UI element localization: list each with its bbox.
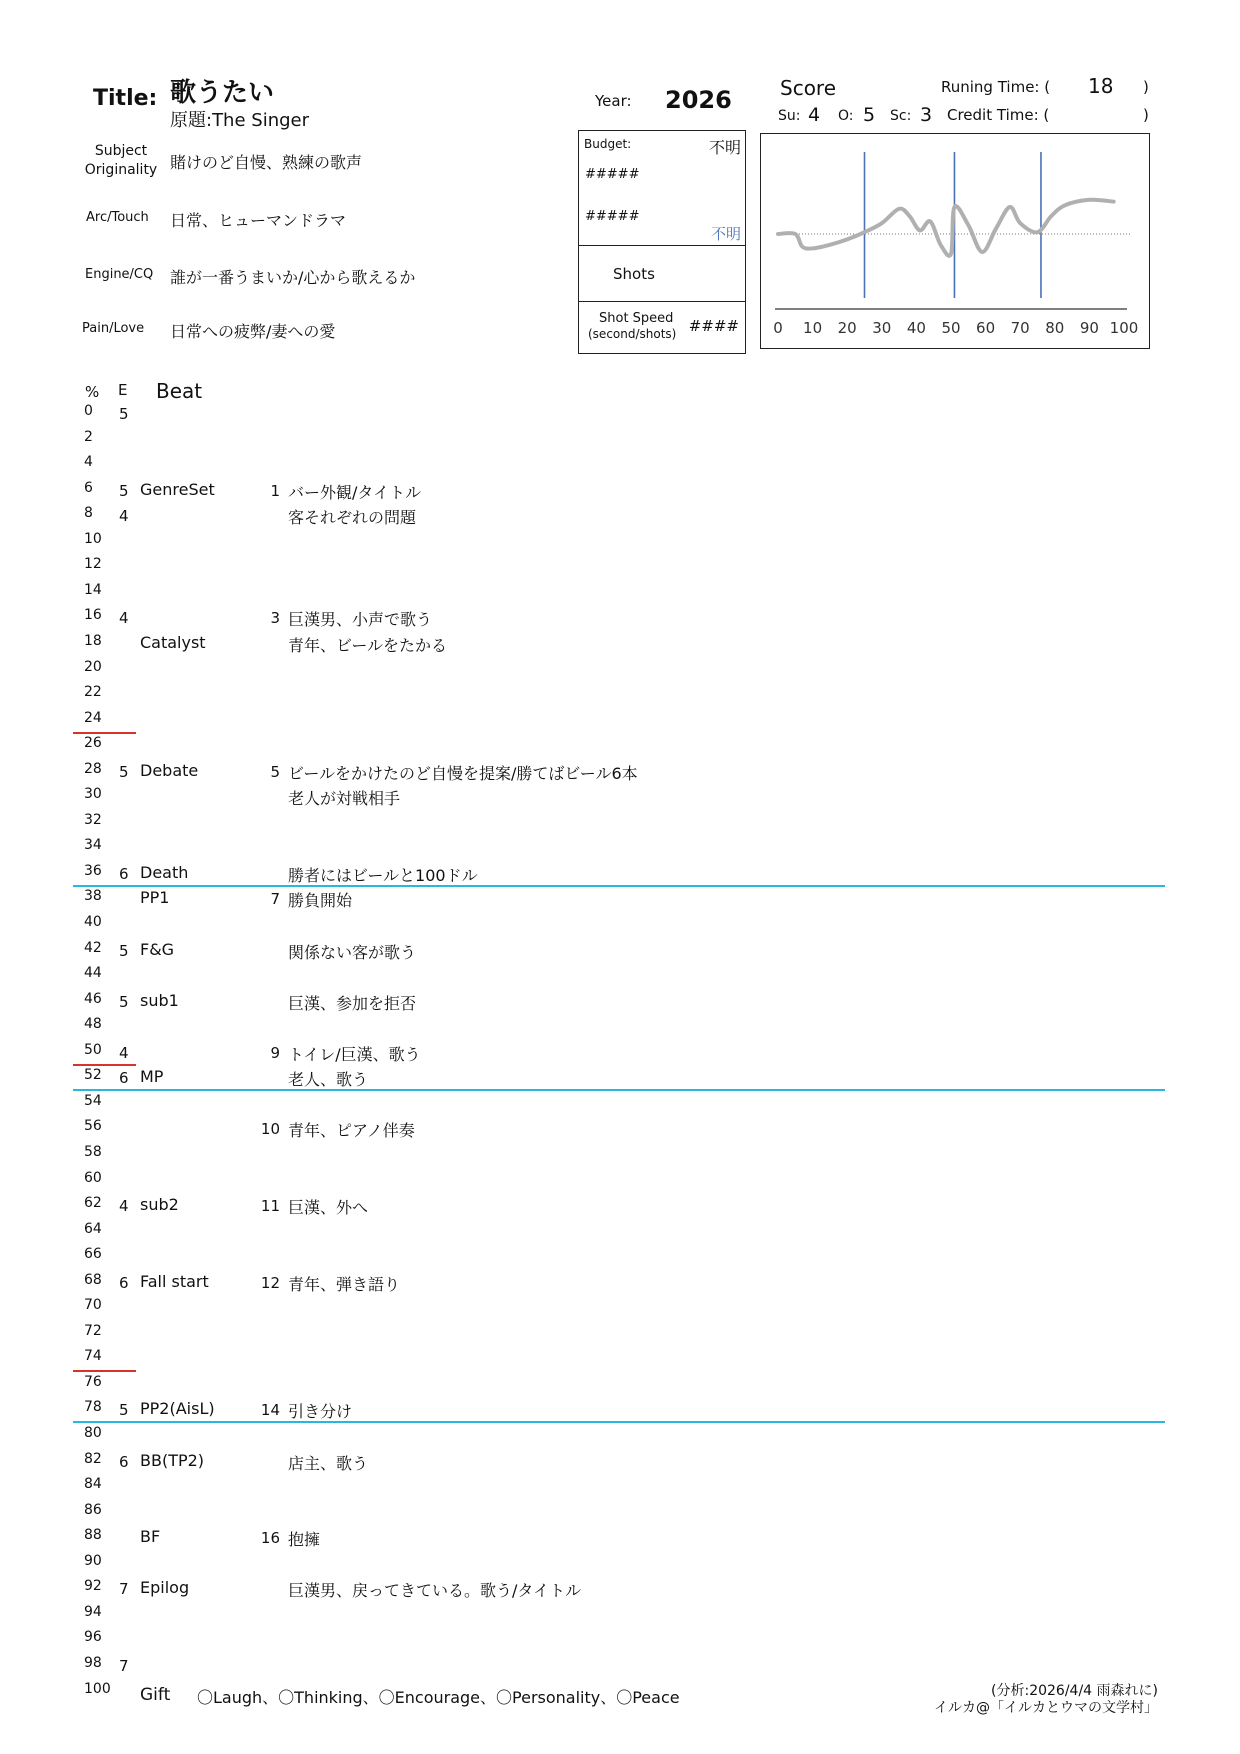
- chart-x-tick-label: 20: [837, 319, 857, 337]
- pct-tick: 34: [84, 837, 102, 854]
- pct-tick: 70: [84, 1297, 102, 1314]
- row-e-value: 4: [119, 507, 129, 526]
- pct-tick: 80: [84, 1425, 102, 1441]
- e-header: E: [118, 381, 128, 399]
- pct-tick: 42: [84, 939, 102, 956]
- row-beat-name: sub2: [140, 1195, 179, 1215]
- footer-credit: イルカ@「イルカとウマの文学村」: [934, 1700, 1158, 1716]
- pct-tick: 6: [84, 479, 93, 496]
- score-chart: [760, 133, 1150, 349]
- row-scene-number: 12: [260, 1273, 280, 1292]
- turning-point-marker: [73, 732, 136, 734]
- pct-tick: 86: [84, 1501, 102, 1518]
- budget-value-bottom: 不明: [710, 225, 741, 243]
- pct-tick: 18: [84, 632, 102, 649]
- act-divider-line: [73, 1089, 1165, 1091]
- pct-header: %: [85, 383, 100, 401]
- subject-label: Subject Originality: [84, 143, 158, 178]
- row-scene-number: 5: [270, 762, 280, 781]
- pct-tick: 8: [84, 505, 93, 522]
- act-divider-line: [73, 1421, 1165, 1423]
- footer-analysis: (分析:2026/4/4 雨森れに): [991, 1683, 1158, 1699]
- arc-value: 日常、ヒューマンドラマ: [170, 211, 347, 230]
- chart-x-tick-label: 30: [872, 319, 892, 337]
- score-label: Score: [780, 76, 837, 100]
- pct-tick: 50: [84, 1041, 102, 1058]
- row-scene-number: 16: [260, 1529, 280, 1548]
- chart-x-tick-label: 80: [1045, 319, 1065, 337]
- chart-x-tick-label: 50: [941, 319, 961, 337]
- pct-tick: 56: [84, 1118, 102, 1135]
- pct-tick: 68: [84, 1271, 102, 1288]
- row-e-value: 4: [119, 1043, 129, 1062]
- pct-tick: 84: [84, 1476, 102, 1493]
- pct-tick: 62: [84, 1195, 102, 1212]
- chart-x-tick-label: 70: [1010, 319, 1030, 337]
- pct-tick: 94: [84, 1603, 102, 1620]
- row-beat-name: GenreSet: [140, 479, 215, 499]
- budget-hash-1: #####: [585, 167, 640, 182]
- pct-tick: 48: [84, 1016, 102, 1033]
- pct-tick: 24: [84, 709, 102, 726]
- budget-box: [578, 130, 746, 354]
- chart-x-tick-label: 60: [976, 319, 996, 337]
- row-beat-name: BB(TP2): [140, 1450, 205, 1470]
- pct-tick: 12: [84, 556, 102, 573]
- row-description: トイレ/巨漢、歌う: [288, 1044, 421, 1064]
- row-e-value: 6: [119, 1273, 129, 1292]
- pct-tick: 66: [84, 1246, 102, 1263]
- arc-label: Arc/Touch: [86, 210, 149, 225]
- turning-point-marker: [73, 1064, 136, 1066]
- row-beat-name: BF: [140, 1527, 161, 1547]
- pct-tick: 26: [84, 735, 102, 752]
- row-e-value: 4: [119, 609, 129, 628]
- pct-tick: 88: [84, 1527, 102, 1544]
- pct-tick: 92: [84, 1578, 102, 1595]
- row-e-value: 5: [119, 762, 129, 781]
- pct-tick: 82: [84, 1450, 102, 1467]
- chart-series-line: [778, 200, 1114, 256]
- row-beat-name: Fall start: [140, 1271, 209, 1291]
- running-time-close: ): [1143, 78, 1149, 96]
- score-o-label: O:: [838, 108, 854, 124]
- pct-tick: 38: [84, 888, 102, 905]
- chart-x-tick-label: 90: [1079, 319, 1099, 337]
- row-description: 老人、歌う: [288, 1070, 369, 1090]
- pct-tick: 74: [84, 1348, 102, 1365]
- score-su-label: Su:: [778, 108, 801, 124]
- title-label: Title:: [93, 86, 158, 111]
- pct-tick: 58: [84, 1143, 102, 1160]
- score-o-value: 5: [863, 104, 876, 126]
- chart-x-tick-label: 40: [906, 319, 926, 337]
- pct-tick: 54: [84, 1092, 102, 1109]
- pct-tick: 76: [84, 1373, 102, 1390]
- row-e-value: 5: [119, 1401, 129, 1420]
- pain-value: 日常への疲弊/妻への愛: [170, 322, 336, 341]
- row-e-value: 7: [119, 1656, 129, 1675]
- row-beat-name: Debate: [140, 760, 199, 780]
- row-description: 青年、ピアノ伴奏: [288, 1121, 415, 1141]
- credit-time-close: ): [1143, 106, 1149, 124]
- row-beat-name: Death: [140, 862, 189, 882]
- pct-tick: 64: [84, 1220, 102, 1237]
- row-e-value: 5: [119, 481, 129, 500]
- score-sc-value: 3: [920, 104, 933, 126]
- budget-value-top: 不明: [708, 138, 741, 157]
- row-e-value: 6: [119, 1069, 129, 1088]
- row-description: 老人が対戦相手: [288, 789, 401, 809]
- row-scene-number: 1: [270, 481, 280, 500]
- subject-value: 賭けのど自慢、熟練の歌声: [170, 153, 363, 172]
- row-description: 巨漢男、戻ってきている。歌う/タイトル: [288, 1581, 582, 1601]
- row-beat-name: sub1: [140, 990, 179, 1010]
- gift-options: 〇Laugh、〇Thinking、〇Encourage、〇Personality、〇Peace: [197, 1688, 680, 1707]
- row-scene-number: 7: [270, 890, 280, 909]
- pain-label: Pain/Love: [82, 321, 145, 336]
- pct-tick: 0: [84, 403, 93, 419]
- pct-tick: 4: [84, 454, 93, 471]
- budget-hash-2: #####: [585, 209, 640, 224]
- row-description: ビールをかけたのど自慢を提案/勝てばビール6本: [288, 763, 638, 783]
- turning-point-marker: [73, 1370, 136, 1372]
- row-e-value: 6: [119, 864, 129, 883]
- score-sc-label: Sc:: [890, 108, 912, 124]
- pct-tick: 44: [84, 965, 102, 982]
- row-description: 青年、ビールをたかる: [288, 635, 448, 655]
- row-description: 巨漢、参加を拒否: [288, 993, 417, 1013]
- engine-label: Engine/CQ: [85, 267, 154, 282]
- row-e-value: 7: [119, 1580, 129, 1599]
- page-title: 歌うたい: [170, 78, 275, 108]
- row-e-value: 4: [119, 1197, 129, 1216]
- act-divider-line: [73, 885, 1165, 887]
- row-description: 巨漢、外へ: [288, 1198, 369, 1218]
- pct-tick: 10: [84, 530, 102, 547]
- row-beat-name: PP2(AisL): [140, 1399, 215, 1419]
- row-e-value: 5: [119, 992, 129, 1011]
- score-su-value: 4: [808, 104, 821, 126]
- row-beat-name: Catalyst: [140, 632, 206, 652]
- row-description: 客それぞれの問題: [288, 508, 417, 528]
- row-description: 抱擁: [288, 1530, 321, 1550]
- pct-tick: 72: [84, 1322, 102, 1339]
- row-beat-name: MP: [140, 1067, 164, 1087]
- row-scene-number: 9: [270, 1043, 280, 1062]
- budget-label: Budget:: [584, 137, 632, 151]
- pct-tick: 30: [84, 786, 102, 803]
- pct-tick: 2: [84, 428, 93, 445]
- pct-tick: 16: [84, 607, 102, 624]
- pct-tick: 22: [84, 684, 102, 701]
- row-e-value: 5: [119, 405, 129, 423]
- row-description: 青年、弾き語り: [288, 1274, 401, 1294]
- row-beat-name: PP1: [140, 888, 170, 908]
- original-title: 原題:The Singer: [170, 110, 309, 131]
- pct-tick: 28: [84, 760, 102, 777]
- pct-tick: 32: [84, 811, 102, 828]
- row-description: 巨漢男、小声で歌う: [288, 610, 433, 630]
- pct-tick: 40: [84, 914, 102, 930]
- row-beat-name: Epilog: [140, 1578, 190, 1598]
- pct-tick: 78: [84, 1399, 102, 1416]
- row-scene-number: 11: [260, 1197, 280, 1216]
- row-e-value: 6: [119, 1452, 129, 1471]
- chart-x-tick-label: 100: [1109, 319, 1139, 337]
- shots-label: Shots: [613, 265, 655, 283]
- pct-tick: 52: [84, 1067, 102, 1084]
- row-scene-number: 10: [260, 1120, 280, 1139]
- pct-tick: 60: [84, 1169, 102, 1186]
- pct-tick: 100: [84, 1680, 111, 1697]
- row-description: バー外観/タイトル: [288, 482, 422, 502]
- pct-tick: 20: [84, 658, 102, 675]
- pct-tick: 46: [84, 990, 102, 1007]
- beat-header: Beat: [156, 379, 203, 403]
- credit-time-label: Credit Time: (: [947, 106, 1050, 124]
- row-description: 関係ない客が歌う: [288, 942, 417, 962]
- shot-speed-value: ####: [688, 317, 739, 335]
- row-description: 引き分け: [288, 1402, 353, 1422]
- year-value: 2026: [665, 86, 732, 114]
- pct-tick: 90: [84, 1552, 102, 1569]
- pct-tick: 14: [84, 581, 102, 598]
- gift-label: Gift: [140, 1685, 171, 1705]
- pct-tick: 96: [84, 1629, 102, 1646]
- chart-x-tick-label: 10: [803, 319, 823, 337]
- year-label: Year:: [595, 92, 632, 110]
- row-description: 店主、歌う: [288, 1453, 369, 1473]
- running-time-value: 18: [1088, 74, 1114, 98]
- row-scene-number: 3: [270, 609, 280, 628]
- shot-speed-sub: (second/shots): [588, 327, 677, 341]
- row-e-value: 5: [119, 941, 129, 960]
- row-description: 勝者にはビールと100ドル: [288, 865, 478, 885]
- engine-value: 誰が一番うまいか/心から歌えるか: [170, 268, 416, 287]
- row-description: 勝負開始: [288, 891, 353, 911]
- chart-svg: [761, 134, 1148, 347]
- pct-tick: 98: [84, 1654, 102, 1671]
- pct-tick: 36: [84, 862, 102, 879]
- shot-speed-label: Shot Speed: [599, 311, 674, 326]
- row-beat-name: F&G: [140, 939, 175, 959]
- row-scene-number: 14: [260, 1401, 280, 1420]
- running-time-label: Runing Time: (: [941, 78, 1051, 96]
- chart-x-tick-label: 0: [773, 319, 783, 337]
